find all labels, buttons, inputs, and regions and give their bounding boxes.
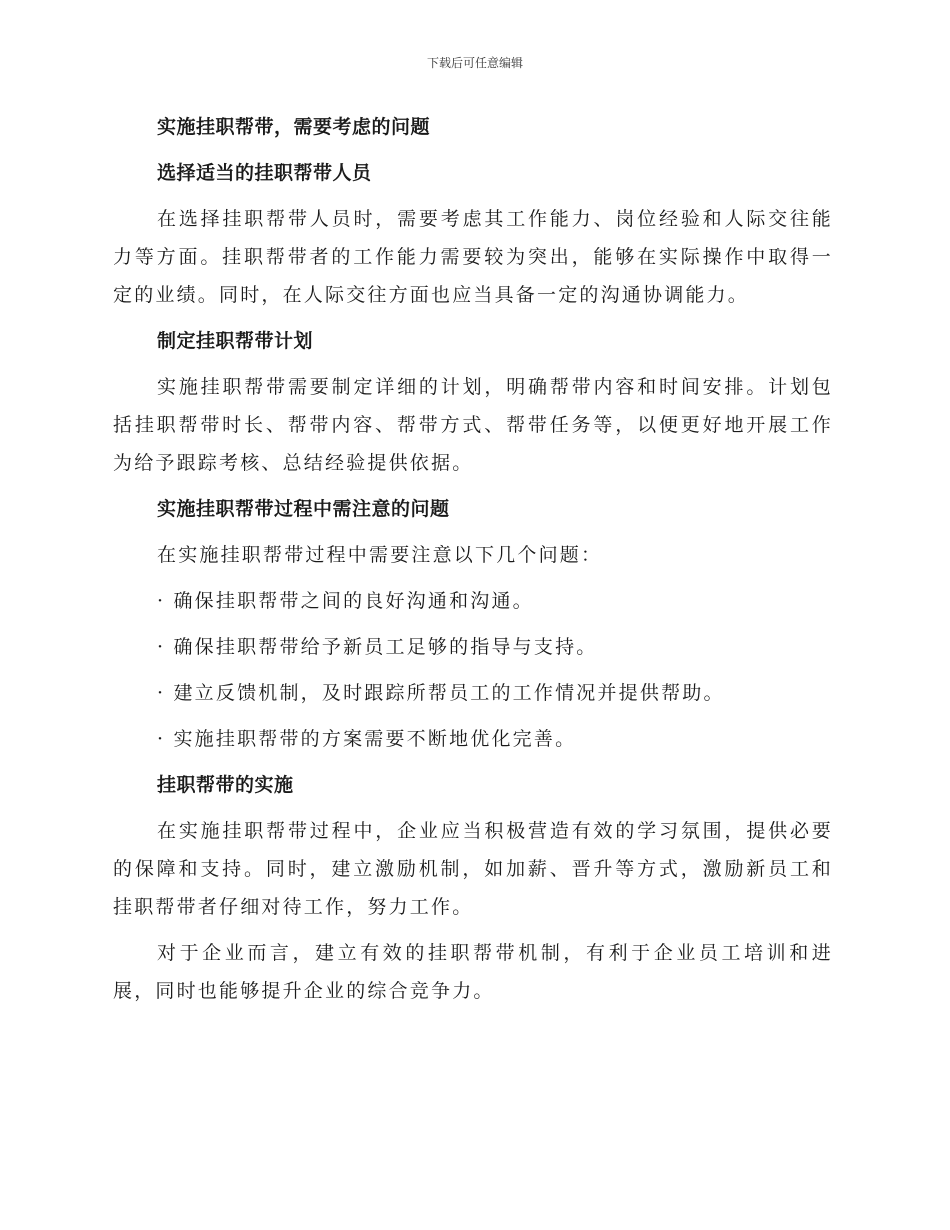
document-title: 实施挂职帮带，需要考虑的问题 [157, 116, 431, 138]
section-heading-implementation: 挂职帮带的实施 [157, 774, 294, 796]
section-paragraph-conclusion: 对于企业而言，建立有效的挂职帮带机制，有利于企业员工培训和进展，同时也能够提升企业的综合竞争力。 [113, 942, 833, 1002]
list-item: · 确保挂职帮带之间的良好沟通和沟通。 [157, 590, 534, 612]
section-intro-issues: 在实施挂职帮带过程中需要注意以下几个问题： [157, 544, 603, 566]
page-header: 下载后可任意编辑 [426, 56, 523, 70]
section-heading-issues: 实施挂职帮带过程中需注意的问题 [157, 498, 450, 520]
document-body [113, 108, 833, 1010]
section-paragraph-implementation: 在实施挂职帮带过程中，企业应当积极营造有效的学习氛围，提供必要的保障和支持。同时，建立激励机制，如加薪、晋升等方式，激励新员工和挂职帮带者仔细对待工作，努力工作。 [113, 820, 833, 918]
section-heading-select-staff: 选择适当的挂职帮带人员 [157, 162, 372, 184]
list-item: · 建立反馈机制，及时跟踪所帮员工的工作情况并提供帮助。 [157, 682, 725, 704]
list-item: · 确保挂职帮带给予新员工足够的指导与支持。 [157, 636, 598, 658]
section-paragraph-plan: 实施挂职帮带需要制定详细的计划，明确帮带内容和时间安排。计划包括挂职帮带时长、帮带内容、帮带方式、帮带任务等，以便更好地开展工作为给予跟踪考核、总结经验提供依据。 [113, 376, 833, 474]
section-heading-plan: 制定挂职帮带计划 [157, 330, 314, 352]
list-item: · 实施挂职帮带的方案需要不断地优化完善。 [157, 728, 577, 750]
section-paragraph-select-staff: 在选择挂职帮带人员时，需要考虑其工作能力、岗位经验和人际交往能力等方面。挂职帮带者的工作能力需要较为突出，能够在实际操作中取得一定的业绩。同时，在人际交往方面也应当具备一定的沟通协调能力。 [113, 208, 833, 306]
